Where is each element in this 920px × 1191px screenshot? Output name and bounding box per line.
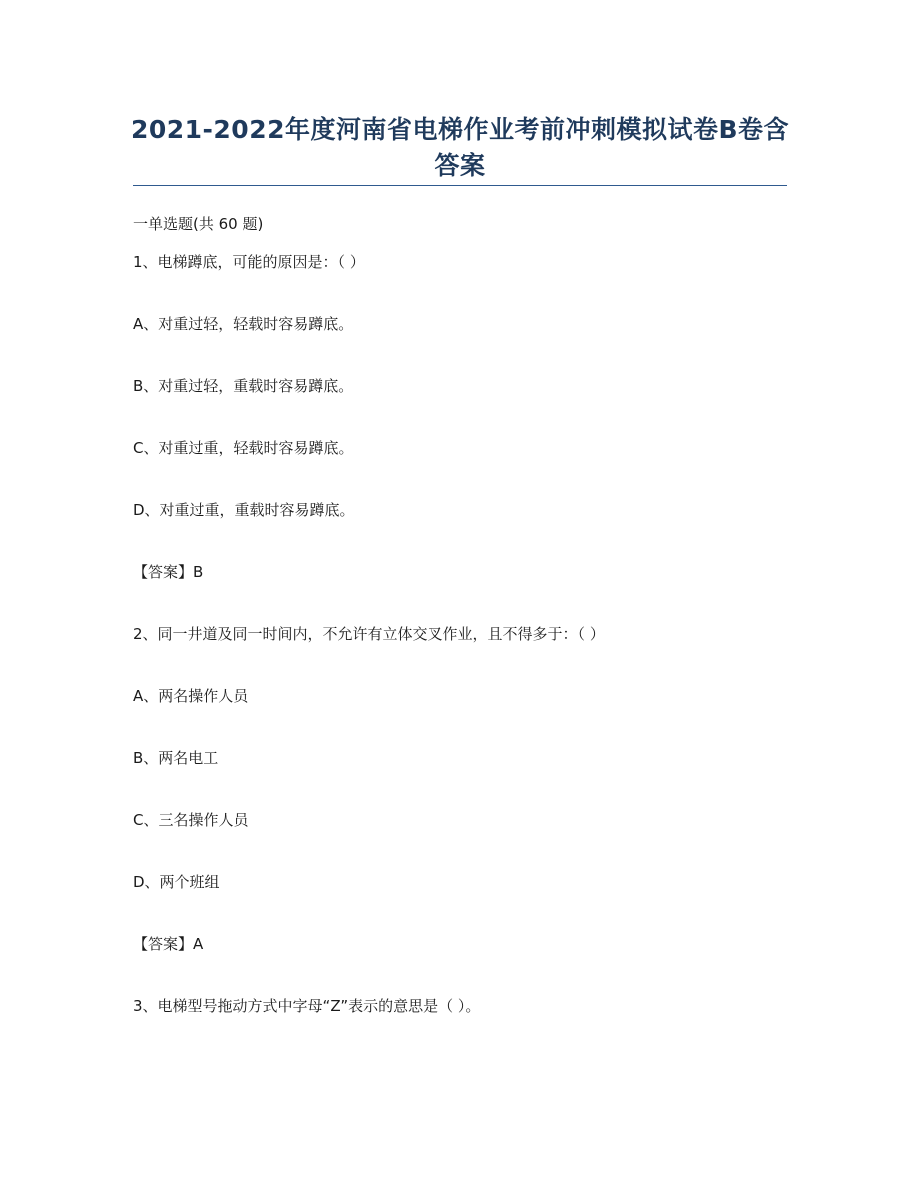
question-2-option-c: C、三名操作人员 xyxy=(133,811,249,829)
document-title: 2021-2022年度河南省电梯作业考前冲刺模拟试卷B卷含答案 xyxy=(130,115,790,180)
question-1-option-b: B、对重过轻，重载时容易蹲底。 xyxy=(133,377,354,395)
question-2-option-b: B、两名电工 xyxy=(133,749,219,767)
question-1-stem: 1、电梯蹲底，可能的原因是：（ ） xyxy=(133,253,365,271)
question-1-option-d: D、对重过重，重载时容易蹲底。 xyxy=(133,501,355,519)
question-1-option-c: C、对重过重，轻载时容易蹲底。 xyxy=(133,439,354,457)
title-divider xyxy=(133,185,787,186)
section-heading: 一单选题(共 60 题) xyxy=(133,215,264,233)
question-1-option-a: A、对重过轻，轻载时容易蹲底。 xyxy=(133,315,354,333)
question-2-option-a: A、两名操作人员 xyxy=(133,687,249,705)
question-1-answer: 【答案】B xyxy=(133,563,204,581)
question-2-answer: 【答案】A xyxy=(133,935,204,953)
question-3-stem: 3、电梯型号拖动方式中字母“Z”表示的意思是（ ）。 xyxy=(133,997,481,1015)
question-2-stem: 2、同一井道及同一时间内，不允许有立体交叉作业，且不得多于：（ ） xyxy=(133,625,605,643)
question-2-option-d: D、两个班组 xyxy=(133,873,220,891)
